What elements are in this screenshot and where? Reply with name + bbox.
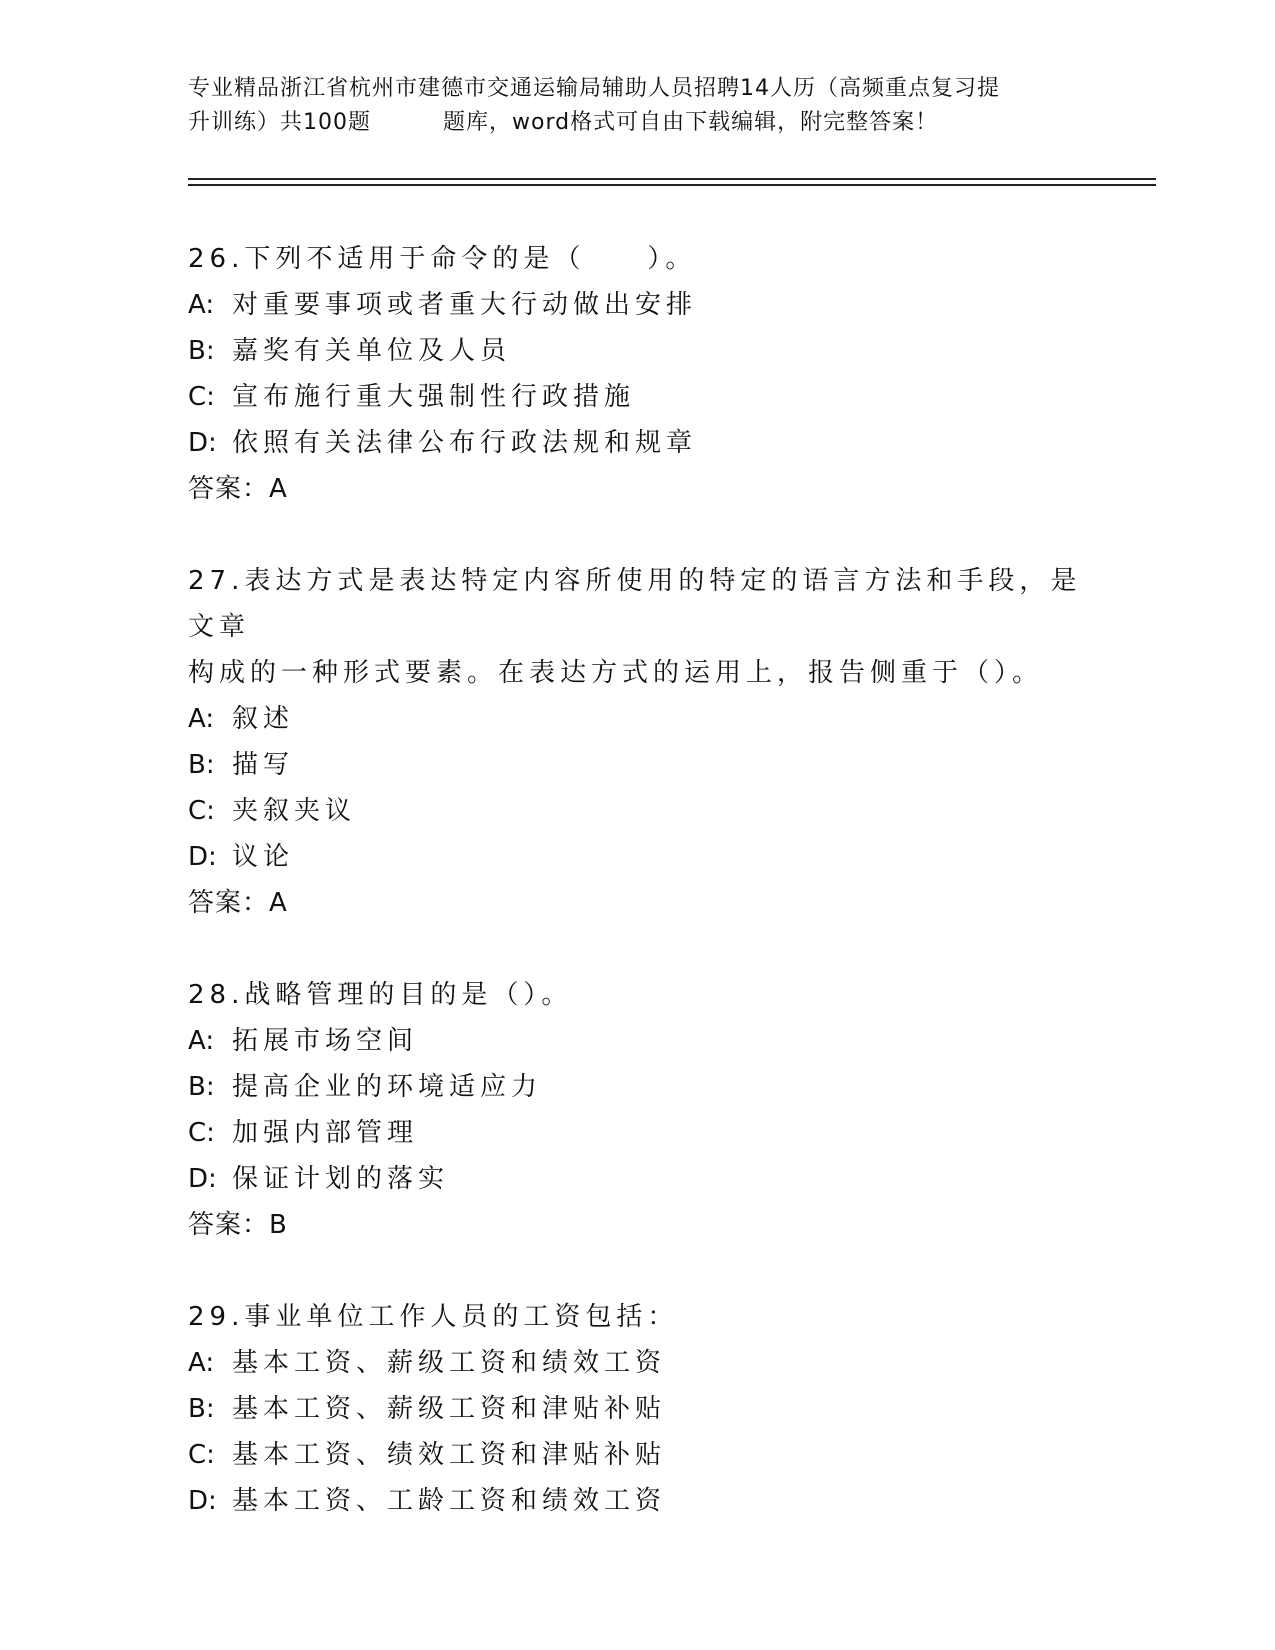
option-letter: A:: [188, 704, 215, 734]
answer-option: [188, 374, 1088, 420]
option-text: 基本工资、薪级工资和绩效工资: [232, 1348, 667, 1378]
question-stem: 26.下列不适用于命令的是（ ）。: [188, 244, 697, 274]
question-stem: 29.事业单位工作人员的工资包括：: [188, 1302, 679, 1332]
option-letter: A:: [188, 1026, 215, 1056]
option-text: 描写: [232, 750, 295, 780]
option-text: 基本工资、工龄工资和绩效工资: [232, 1486, 667, 1516]
question-block: [188, 236, 1088, 512]
option-text: 对重要事项或者重大行动做出安排: [232, 290, 698, 320]
answer-key: 答案：A: [188, 888, 288, 918]
option-letter: A:: [188, 290, 215, 320]
answer-option: [188, 1110, 1088, 1156]
header-line-2-right: 题库，word格式可自由下载编辑，附完整答案！: [443, 110, 939, 135]
option-letter: D:: [188, 1486, 217, 1516]
answer-option: [188, 1432, 1088, 1478]
option-text: 议论: [232, 842, 295, 872]
answer-key: 答案：B: [188, 1210, 288, 1240]
option-text: 基本工资、绩效工资和津贴补贴: [232, 1440, 667, 1470]
answer-option: [188, 834, 1088, 880]
option-letter: B:: [188, 1072, 215, 1102]
question-list: [188, 236, 1088, 1570]
answer-option: [188, 1064, 1088, 1110]
option-letter: B:: [188, 1394, 215, 1424]
option-letter: A:: [188, 1348, 215, 1378]
header-line-2: [188, 106, 1068, 140]
option-text: 拓展市场空间: [232, 1026, 419, 1056]
option-letter: D:: [188, 842, 217, 872]
option-text: 叙述: [232, 704, 295, 734]
answer-option: [188, 1340, 1088, 1386]
option-letter: D:: [188, 1164, 217, 1194]
answer-option: [188, 742, 1088, 788]
answer-option: [188, 788, 1088, 834]
option-letter: D:: [188, 428, 217, 458]
header-line-1: 专业精品浙江省杭州市建德市交通运输局辅助人员招聘14人历（高频重点复习提: [188, 76, 1000, 101]
answer-option: [188, 328, 1088, 374]
header-line-2-left: 升训练）共100题: [188, 110, 371, 135]
header-rule-top: [188, 178, 1156, 180]
question-stem: 28.战略管理的目的是（）。: [188, 980, 573, 1010]
answer-option: [188, 1386, 1088, 1432]
document-header: [188, 72, 1068, 140]
option-letter: C:: [188, 382, 215, 412]
question-stem: 构成的一种形式要素。在表达方式的运用上，报告侧重于（）。: [188, 658, 1044, 688]
answer-option: [188, 1478, 1088, 1524]
option-text: 嘉奖有关单位及人员: [232, 336, 512, 366]
option-text: 保证计划的落实: [232, 1164, 450, 1194]
question-block: [188, 558, 1088, 926]
header-rule-bottom: [188, 184, 1156, 186]
option-letter: C:: [188, 796, 215, 826]
option-text: 基本工资、薪级工资和津贴补贴: [232, 1394, 667, 1424]
option-text: 加强内部管理: [232, 1118, 419, 1148]
option-letter: B:: [188, 336, 215, 366]
answer-option: [188, 282, 1088, 328]
option-letter: C:: [188, 1440, 215, 1470]
option-letter: B:: [188, 750, 215, 780]
answer-option: [188, 420, 1088, 466]
answer-key: 答案：A: [188, 474, 288, 504]
option-text: 依照有关法律公布行政法规和规章: [232, 428, 698, 458]
answer-option: [188, 1018, 1088, 1064]
option-text: 宣布施行重大强制性行政措施: [232, 382, 636, 412]
option-letter: C:: [188, 1118, 215, 1148]
option-text: 夹叙夹议: [232, 796, 357, 826]
question-block: [188, 972, 1088, 1248]
question-block: [188, 1294, 1088, 1524]
answer-option: [188, 696, 1088, 742]
question-stem: 27.表达方式是表达特定内容所使用的特定的语言方法和手段，是文章: [188, 566, 1082, 642]
answer-option: [188, 1156, 1088, 1202]
option-text: 提高企业的环境适应力: [232, 1072, 543, 1102]
